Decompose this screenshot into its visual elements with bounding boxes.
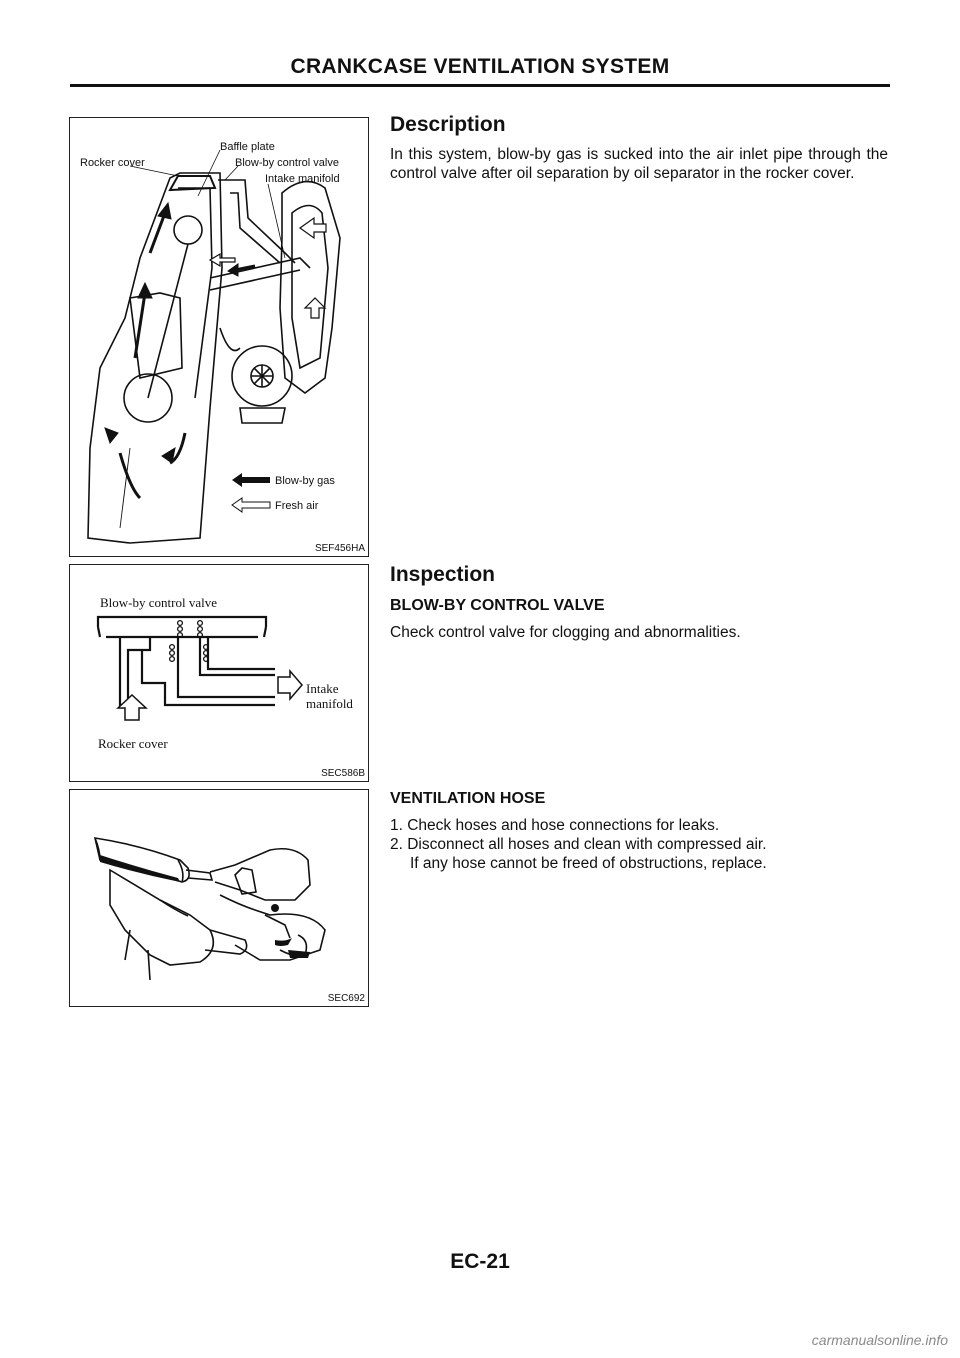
hose-step-2: 2. Disconnect all hoses and clean with compressed air. [390,836,767,853]
header-rule [70,84,890,87]
hose-cleaning-illustration [70,790,368,1006]
hose-step-2-note: If any hose cannot be freed of obstructions, replace. [410,855,767,872]
legend-fresh-air: Fresh air [275,500,319,512]
label-blowby-control-valve: Blow-by control valve [235,157,339,169]
legend-blowby-gas: Blow-by gas [275,475,335,487]
figure-code: SEC586B [321,768,365,779]
heading-ventilation-hose: VENTILATION HOSE [390,790,546,807]
figure-engine-ventilation [69,117,369,557]
figure-blowby-control-valve [69,564,369,782]
label-rocker-cover: Rocker cover [98,736,168,751]
heading-inspection: Inspection [390,563,496,586]
heading-blowby-control-valve: BLOW-BY CONTROL VALVE [390,597,605,614]
label-rocker-cover: Rocker cover [80,157,145,169]
footer-watermark[interactable]: carmanualsonline.info [811,1332,948,1348]
label-valve: Blow-by control valve [100,595,217,610]
page-header-title: CRANKCASE VENTILATION SYSTEM [290,55,670,78]
figure-ventilation-hose [69,789,369,1007]
label-intake-line1: Intake [306,681,339,696]
label-intake-line2: manifold [306,696,353,711]
engine-cutaway-illustration [70,118,368,556]
page-number: EC-21 [450,1250,510,1273]
description-text: In this system, blow-by gas is sucked into the air inlet pipe through the control valve after oil separation by oil separator in the rocker cover. [390,146,888,182]
heading-description: Description [390,113,506,136]
hose-step-1: 1. Check hoses and hose connections for leaks. [390,817,720,834]
figure-code: SEF456HA [314,543,365,554]
valve-check-text: Check control valve for clogging and abnormalities. [390,624,741,641]
label-intake-manifold: Intake manifold [265,173,340,185]
label-baffle-plate: Baffle plate [220,141,275,153]
figure-code: SEC692 [327,993,365,1004]
valve-cross-section [70,565,368,781]
